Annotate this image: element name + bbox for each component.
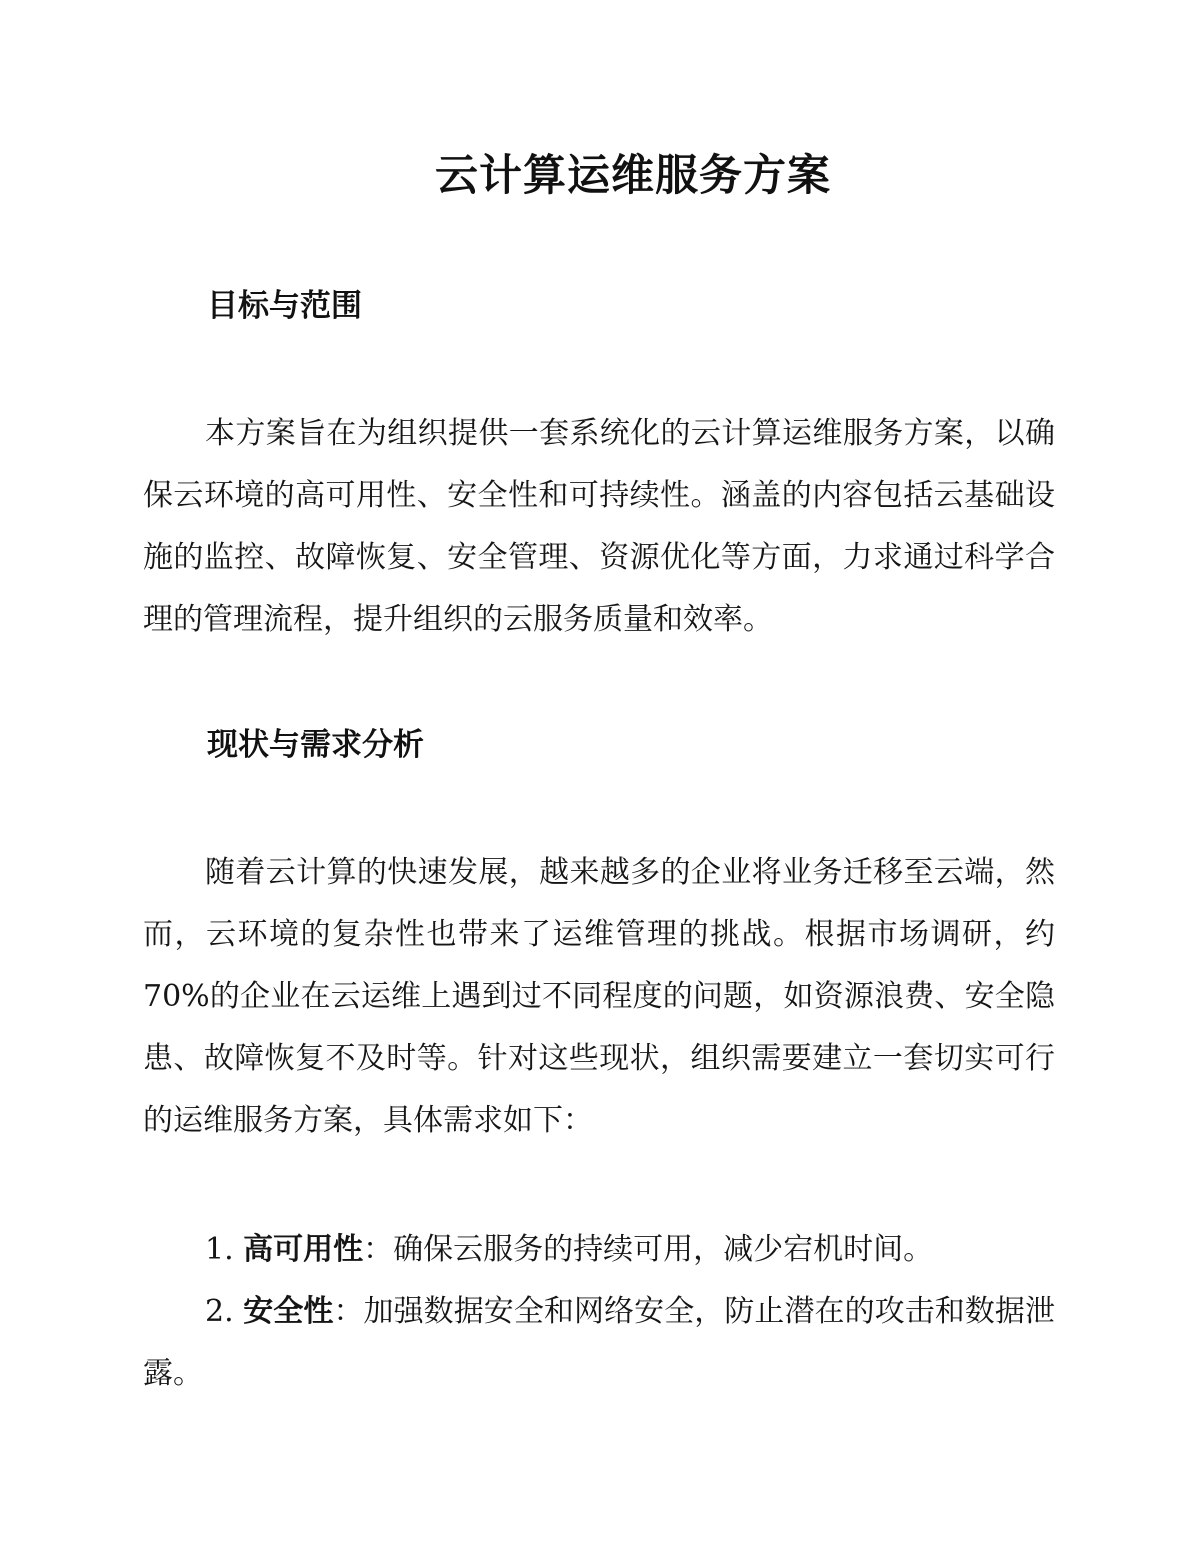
requirement-term: 安全性 [243, 1294, 334, 1329]
section-paragraph-goals-scope: 本方案旨在为组织提供一套系统化的云计算运维服务方案，以确保云环境的高可用性、安全性和可持续性。涵盖的内容包括云基础设施的监控、故障恢复、安全管理、资源优化等方面，力求通过科学合理的管理流程，提升组织的云服务质量和效率。 [143, 416, 1055, 637]
section-heading-status-needs: 现状与需求分析 [207, 727, 424, 763]
requirement-separator: ： [333, 1294, 364, 1329]
section-heading-goals-scope: 目标与范围 [207, 288, 362, 324]
requirement-text: 确保云服务的持续可用，减少宕机时间。 [393, 1232, 934, 1267]
requirement-separator: ： [363, 1232, 394, 1267]
requirement-text: 加强数据安全和网络安全，防止潜在的攻击和数据泄露。 [143, 1294, 1056, 1391]
requirement-number: 1. [205, 1232, 234, 1267]
document-title: 云计算运维服务方案 [435, 151, 831, 201]
requirement-number: 2. [205, 1294, 234, 1329]
section-paragraph-status-needs: 随着云计算的快速发展，越来越多的企业将业务迁移至云端，然而，云环境的复杂性也带来了运维管理的挑战。根据市场调研，约 70%的企业在云运维上遇到过不同程度的问题，如资源浪费、安全隐患、故障恢复不及时等。针对这些现状，组织需要建立一套切实可行的运维服务方案，具体需求如下： [143, 855, 1055, 1138]
requirement-term: 高可用性 [243, 1232, 364, 1267]
requirement-item-high-availability [143, 1219, 1055, 1281]
requirement-item-security [143, 1281, 1055, 1405]
